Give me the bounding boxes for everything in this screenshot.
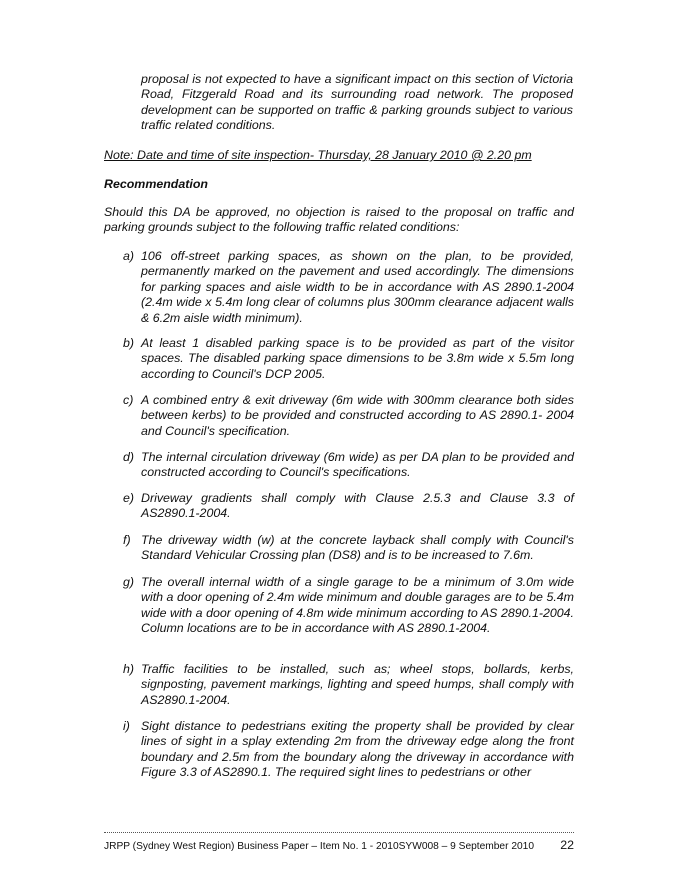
condition-item bbox=[104, 533, 574, 564]
condition-item bbox=[104, 249, 574, 326]
condition-letter: a) bbox=[123, 249, 135, 263]
condition-item bbox=[104, 719, 574, 781]
page-number: 22 bbox=[560, 838, 574, 852]
condition-text: The internal circulation driveway (6m wide) as per DA plan to be provided and constructed according to Council's specifications. bbox=[141, 450, 574, 480]
condition-text: The overall internal width of a single garage to be a minimum of 3.0m wide with a door opening of 2.4m wide minimum and double garages are to be 5.4m wide with a door opening of 4.8m wide minimum according to AS 2890.1-2004. Column locations are to be in accordance with AS 2890.1-2004. bbox=[141, 575, 574, 636]
intro-paragraph: proposal is not expected to have a significant impact on this section of Victoria Road, Fitzgerald Road and its surrounding road network. The proposed development can be supported on traffic & parking grounds subject to various traffic related conditions. bbox=[141, 72, 573, 133]
footer-text: JRPP (Sydney West Region) Business Paper – Item No. 1 - 2010SYW008 – 9 September 2010 bbox=[104, 841, 534, 852]
condition-text: At least 1 disabled parking space is to be provided as part of the visitor spaces. The disabled parking space dimensions to be 3.8m wide x 5.5m long according to Council's DCP 2005. bbox=[141, 336, 574, 381]
condition-text: A combined entry & exit driveway (6m wide with 300mm clearance both sides between kerbs) to be provided and constructed according to AS 2890.1- 2004 and Council's specification. bbox=[141, 393, 574, 438]
condition-text: Traffic facilities to be installed, such as; wheel stops, bollards, kerbs, signposting, pavement markings, lighting and speed humps, shall comply with AS2890.1-2004. bbox=[141, 662, 574, 707]
condition-text: Sight distance to pedestrians exiting the property shall be provided by clear lines of sight in a splay extending 2m from the driveway edge along the front boundary and 2.5m from the boundary along the driveway in accordance with Figure 3.3 of AS2890.1. The required sight lines to pedestrians or other bbox=[141, 719, 574, 780]
condition-item bbox=[104, 393, 574, 439]
condition-letter: c) bbox=[123, 393, 134, 407]
footer-divider bbox=[104, 832, 574, 833]
condition-letter: e) bbox=[123, 491, 135, 505]
condition-letter: g) bbox=[123, 575, 135, 589]
condition-text: 106 off-street parking spaces, as shown on the plan, to be provided, permanently marked on the pavement and used accordingly. The dimensions for parking spaces and aisle width to be in accordance with AS 2890.1-2004 (2.4m wide x 5.4m long clear of columns plus 300mm clearance adjacent walls & 6.2m aisle width minimum). bbox=[141, 249, 574, 325]
condition-item bbox=[104, 336, 574, 382]
condition-letter: i) bbox=[123, 719, 130, 733]
condition-text: Driveway gradients shall comply with Clause 2.5.3 and Clause 3.3 of AS2890.1-2004. bbox=[141, 491, 574, 521]
condition-letter: b) bbox=[123, 336, 135, 350]
condition-text: The driveway width (w) at the concrete layback shall comply with Council's Standard Vehicular Crossing plan (DS8) and is to be increased to 7.6m. bbox=[141, 533, 574, 563]
site-inspection-note: Note: Date and time of site inspection- Thursday, 28 January 2010 @ 2.20 pm bbox=[104, 148, 532, 162]
condition-item bbox=[104, 491, 574, 522]
condition-letter: f) bbox=[123, 533, 131, 547]
section-heading: Recommendation bbox=[104, 177, 208, 191]
condition-letter: h) bbox=[123, 662, 135, 676]
condition-item bbox=[104, 662, 574, 708]
conditions-lead-paragraph: Should this DA be approved, no objection is raised to the proposal on traffic and parking grounds subject to the following traffic related conditions: bbox=[104, 205, 574, 235]
condition-item bbox=[104, 450, 574, 481]
condition-letter: d) bbox=[123, 450, 135, 464]
condition-item bbox=[104, 575, 574, 637]
